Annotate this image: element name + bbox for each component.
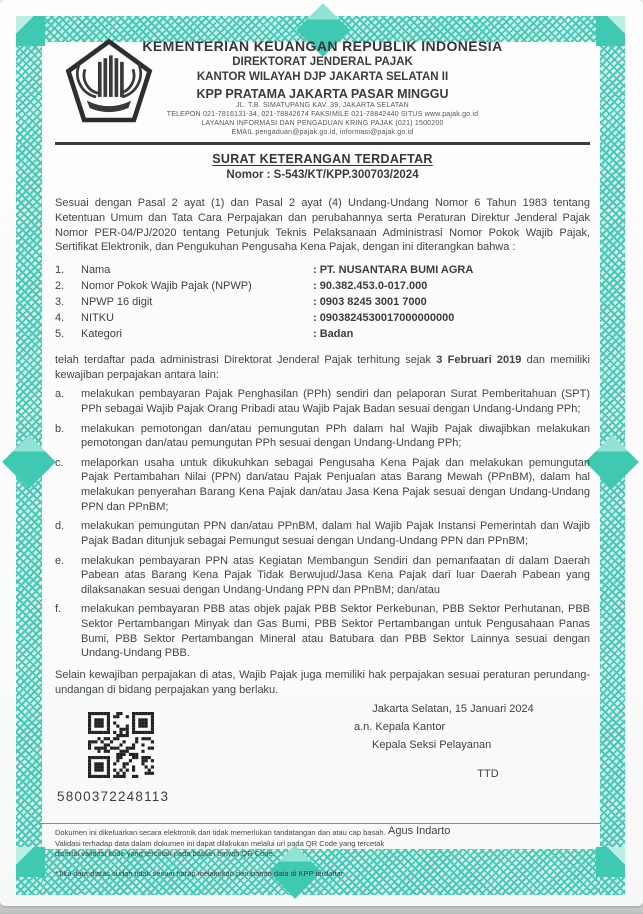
signature-position: Kepala Seksi Pelayanan [372,738,492,751]
obligation-text: melakukan pemungutan PPN dan/atau PPnBM, dalam hal Wajib Pajak Instansi Pemerintah dan Wajib Pajak Badan ditunjuk sebagai Pemungut sesuai dengan Undang-Undang PPN dan PPnBM; [81,520,590,547]
document-number: Nomor : S-543/KT/KPP.300703/2024 [226,169,419,182]
letterhead-directorate: DIREKTORAT JENDERAL PAJAK [232,56,413,69]
qr-code [88,712,154,783]
closing-paragraph: Selain kewajiban perpajakan di atas, Wajib Pajak juga memiliki hak perpajakan sesuai peraturan perundang-undangan di bidang perpajakan yang berlaku. [55,668,590,696]
signature-name: Agus Indarto [388,824,451,837]
letterhead-regional-office: KANTOR WILAYAH DJP JAKARTA SELATAN II [196,71,449,84]
obligation-letter: c. [55,456,64,469]
signature-ttd: TTD [477,767,499,780]
row-label: Kategori [81,327,122,340]
row-number: 1. [55,263,65,276]
letterhead-rule [55,142,590,145]
obligation-item-f [55,602,590,661]
row-label: NPWP 16 digit [81,295,153,308]
obligation-letter: d. [55,520,65,533]
footer-line-3: disertai validasi kode yang tercetak pada bagian bawah QR Code. [55,849,275,859]
row-value: : 0903824530017000000000 [313,311,455,324]
row-value: : Badan [313,327,354,340]
row-number: 5. [55,327,65,340]
obligation-text: melakukan pembayaran PPN atas Kegiatan Membangun Sendiri dan pemanfaatan di dalam Daerah Pabean atas Barang Kena Pajak Tidak Berwujud/Jasa Kena Pajak dari luar Daerah Pabean yang dilaksanakan sesuai dengan Undang-Undang PPN dan PPnBM; dan/atau [81,554,590,596]
obligation-item-d [55,519,590,548]
taxpayer-list [55,262,590,342]
obligation-letter: a. [55,388,65,401]
border-corner-top-left [16,16,45,46]
footer [40,823,601,878]
document-title: SURAT KETERANGAN TERDAFTAR [212,152,433,167]
obligation-text: melakukan pembayaran Pajak Penghasilan (PPh) sendiri dan pelaporan Surat Pemberitahuan (SPT) PPh sebagai Wajib Pajak Orang Pribadi atau Wajib Pajak Badan sesuai dengan Undang-Undang PPh; [81,388,590,415]
obligation-text: melaporkan usaha untuk dikukuhkan sebagai Pengusaha Kena Pajak dan melakukan pemungutan Pajak Pertambahan Nilai (PPN) dan/atau Pajak Penjualan atas Barang Mewah (PPnBM), dalam hal melakukan penyerahan Barang Kena Pajak dan/atau Jasa Kena Pajak sesuai dengan Undang-Undang PPN dan PPnBM; [81,456,590,513]
taxpayer-row-nitku [55,310,590,326]
obligation-item-e [55,554,590,598]
obligations-list [55,387,590,661]
letterhead-ministry: KEMENTERIAN KEUANGAN REPUBLIK INDONESIA [142,38,503,54]
row-value: : PT. NUSANTARA BUMI AGRA [313,263,474,276]
registered-date: 3 Februari 2019 [436,354,522,367]
signature-on-behalf: a.n. Kepala Kantor [354,721,446,734]
row-label: NITKU [81,311,114,324]
taxpayer-row-npwp16 [55,294,590,310]
obligation-text: melakukan pemotongan dan/atau pemungutan PPh dalam hal Wajib Pajak diwajibkan melakukan pemotongan dan/atau pemungutan PPh sesuai dengan Undang-Undang PPh; [81,422,590,450]
title-block [55,151,590,183]
registered-paragraph [55,353,590,382]
border-corner-top-right [596,16,625,46]
obligation-item-b [55,422,590,451]
row-label: Nomor Pokok Wajib Pajak (NPWP) [81,279,252,292]
row-number: 2. [55,279,65,292]
letterhead-phone: TELEPON 021-7816131-34, 021-78842674 FAKSIMILE 021-78842440 SITUS www.pajak.go.id [166,110,479,118]
obligation-item-c [55,456,590,515]
footer-disclaimer [40,828,601,860]
obligation-text: melakukan pembayaran PBB atas objek pajak PBB Sektor Perkebunan, PBB Sektor Perhutanan, PBB Sektor Pertambangan Minyak dan Gas Bumi, PBB Sektor Pertambangan untuk Pengusahaan Panas Bumi, PBB Sektor Pertambangan Mineral atau Batubara dan PBB Sektor Lainnya sesuai dengan Undang-Undang PBB. [81,603,590,660]
border-diamond-left [2,435,56,489]
border-diamond-right [585,435,639,489]
row-label: Nama [81,263,111,276]
row-number: 3. [55,295,65,308]
registered-text-before: telah terdaftar pada administrasi Direktorat Jenderal Pajak terhitung sejak [55,354,431,367]
row-value: : 90.382.453.0-017.000 [313,279,428,292]
footer-rule [40,823,601,824]
registered-text-after: dan memiliki kewajiban perpajakan antara lain: [55,354,590,381]
taxpayer-row-npwp [55,278,590,294]
letterhead-hotline: LAYANAN INFORMASI DAN PENGADUAN KRING PAJAK (021) 1500200 [201,120,444,127]
footer-line-2: Validasi terhadap data dalam dokumen ini dapat dilakukan melalui url pada QR Code yang tercetak [55,838,385,848]
taxpayer-row-kategori [55,326,590,342]
row-number: 4. [55,311,65,324]
taxpayer-row-nama [55,262,590,278]
letterhead-address: JL. T.B. SIMATUPANG KAV. 39, JAKARTA SELATAN [236,101,409,109]
row-value: : 0903 8245 3001 7000 [313,295,427,308]
letterhead-email: EMAIL pengaduan@pajak.go.id, informasi@pajak.go.id [231,129,414,137]
signature-block [324,703,582,838]
footer-line-1: Dokumen ini dikeluarkan secara elektronik dan tidak memerlukan tandatangan dan atau cap basah. [55,828,386,837]
obligation-letter: b. [55,422,65,435]
letterhead-tax-office: KPP PRATAMA JAKARTA PASAR MINGGU [196,86,449,101]
verification-code: 5800372248113 [57,789,170,804]
kemenkeu-logo [61,36,157,132]
signature-place-date: Jakarta Selatan, 15 Januari 2024 [372,703,534,716]
obligation-item-a [55,387,590,416]
obligation-letter: e. [55,554,65,567]
obligation-letter: f. [55,603,62,616]
footer-note: *Jika data diatas sudah tidak sesuai harap melakukan perubahan data di KPP terdaftar [55,868,344,878]
intro-paragraph: Sesuai dengan Pasal 2 ayat (1) dan Pasal 2 ayat (4) Undang-Undang Nomor 6 Tahun 1983 tentang Ketentuan Umum dan Tata Cara Perpajakan dan perubahannya serta Peraturan Direktur Jenderal Pajak Nomor PER-04/PJ/2020 tentang Petunjuk Teknis Pelaksanaan Administrasi Nomor Pokok Wajib Pajak, Sertifikat Elektronik, dan Pengukuhan Pengusaha Kena Pajak, dengan ini diterangkan bahwa : [55,197,590,254]
